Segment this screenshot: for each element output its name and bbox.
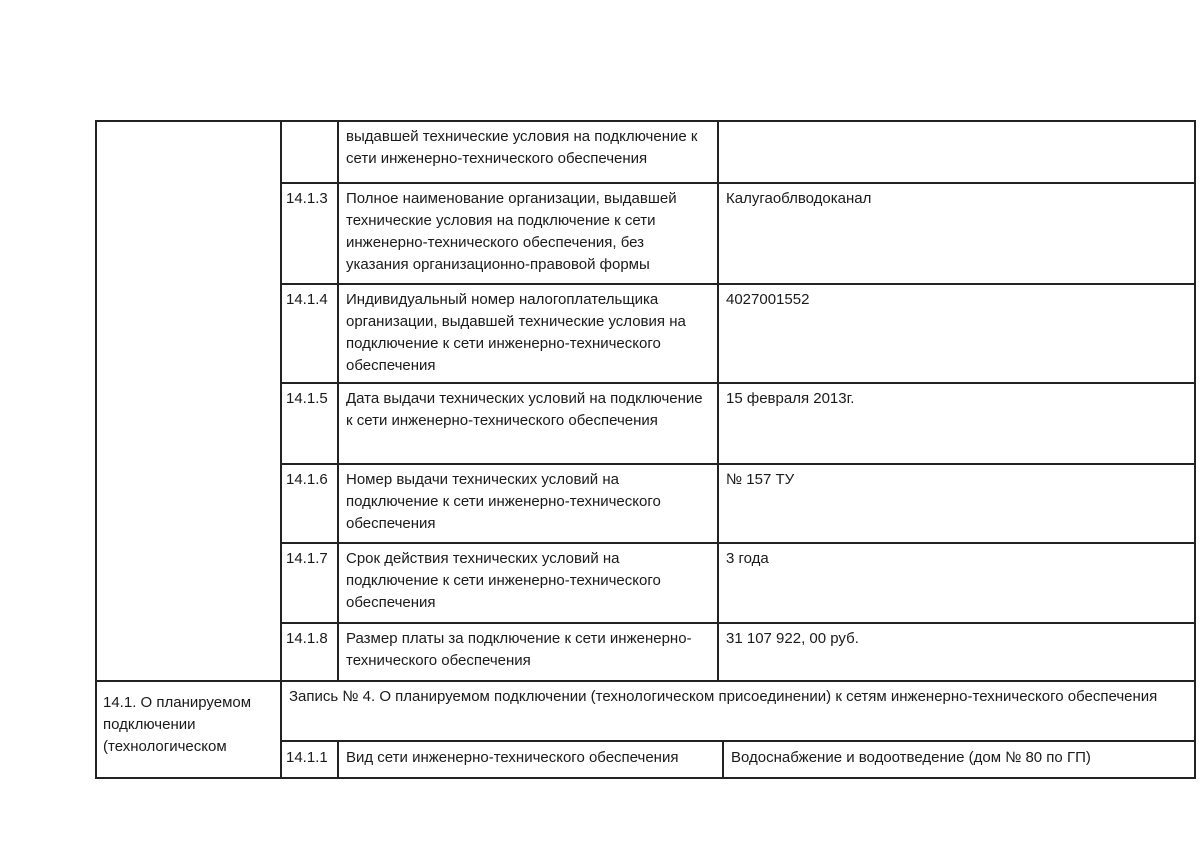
row-label: Срок действия технических условий на подключение к сети инженерно-технического обеспечения	[346, 550, 661, 611]
row-number: 14.1.5	[286, 390, 328, 407]
row-value	[719, 122, 1189, 130]
row-label: Полное наименование организации, выдавшей технические условия на подключение к сети инженерно-технического обеспечения, без указания организационно-правовой формы	[346, 190, 677, 273]
table-border	[280, 463, 1195, 465]
row-label: Дата выдачи технических условий на подключение к сети инженерно-технического обеспечения	[346, 390, 703, 429]
row-number: 14.1.7	[286, 550, 328, 567]
table-border	[337, 120, 339, 680]
row-value: 3 года	[726, 550, 769, 567]
table-border	[1194, 120, 1196, 779]
table-border	[280, 542, 1195, 544]
row-value: 4027001552	[726, 291, 810, 308]
table-border	[280, 382, 1195, 384]
row-value: 31 107 922, 00 руб.	[726, 630, 859, 647]
table-border	[717, 120, 719, 680]
row-value: № 157 ТУ	[726, 471, 795, 488]
last-row-label: Вид сети инженерно-технического обеспечения	[346, 749, 679, 766]
row-value: Калугаоблводоканал	[726, 190, 872, 207]
row-number: 14.1.3	[286, 190, 328, 207]
table-border	[95, 777, 1195, 779]
table-border	[280, 182, 1195, 184]
record-title: Запись № 4. О планируемом подключении (технологическом присоединении) к сетям инженерно-технического обеспечения	[289, 688, 1158, 705]
row-label: Индивидуальный номер налогоплательщика организации, выдавшей технические условия на подключение к сети инженерно-технического обеспечения	[346, 291, 686, 374]
table-border	[280, 283, 1195, 285]
row-label: выдавшей технические условия на подключение к сети инженерно-технического обеспечения	[346, 128, 698, 167]
section-title: 14.1. О планируемом подключении (технологическом	[103, 694, 252, 755]
table-border	[95, 120, 1195, 122]
last-row-value: Водоснабжение и водоотведение (дом № 80 по ГП)	[731, 749, 1091, 766]
row-number	[282, 122, 337, 130]
last-row-num: 14.1.1	[286, 749, 328, 766]
table-border	[280, 622, 1195, 624]
table-border	[280, 120, 282, 779]
row-label: Размер платы за подключение к сети инженерно-технического обеспечения	[346, 630, 692, 669]
table-border	[280, 740, 1195, 742]
row-number: 14.1.8	[286, 630, 328, 647]
row-value: 15 февраля 2013г.	[726, 390, 855, 407]
row-number: 14.1.4	[286, 291, 328, 308]
row-number: 14.1.6	[286, 471, 328, 488]
row-label: Номер выдачи технических условий на подключение к сети инженерно-технического обеспечения	[346, 471, 661, 532]
table-border	[95, 120, 97, 779]
